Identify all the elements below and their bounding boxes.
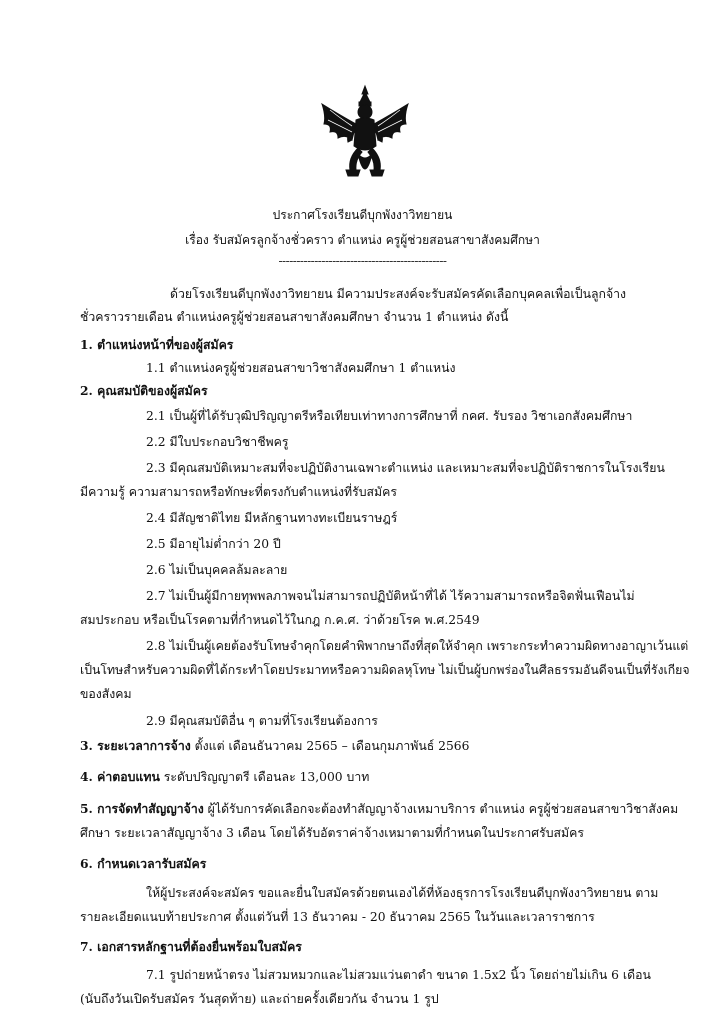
section-3-text: ตั้งแต่ เดือนธันวาคม 2565 – เดือนกุมภาพันธ์ 2566 — [190, 739, 470, 753]
section-6-heading: 6. กำหนดเวลารับสมัคร — [80, 856, 207, 871]
section-6-line-2: รายละเอียดแนบท้ายประกาศ ตั้งแต่วันที่ 13 ธันวาคม - 20 ธันวาคม 2565 ในวันและเวลาราชการ — [80, 910, 595, 924]
qualification-2-7-cont: สมประกอบ หรือเป็นโรคตามที่กำหนดไว้ในกฎ ก.ค.ศ. ว่าด้วยโรค พ.ศ.2549 — [80, 613, 480, 627]
divider-line: ----------------------------------------------- — [278, 254, 447, 268]
qualification-2-4: 2.4 มีสัญชาติไทย มีหลักฐานทางทะเบียนราษฎร์ — [146, 511, 398, 525]
section-7-heading: 7. เอกสารหลักฐานที่ต้องยื่นพร้อมใบสมัคร — [80, 939, 302, 954]
intro-line-1: ด้วยโรงเรียนดีบุกพังงาวิทยายน มีความประสงค์จะรับสมัครคัดเลือกบุคคลเพื่อเป็นลูกจ้าง — [170, 287, 627, 301]
section-2-heading: 2. คุณสมบัติของผู้สมัคร — [80, 383, 208, 398]
section-5 — [80, 798, 678, 821]
qualification-2-5: 2.5 มีอายุไม่ต่ำกว่า 20 ปี — [146, 537, 281, 551]
section-5-text: ผู้ได้รับการคัดเลือกจะต้องทำสัญญาจ้างเหมาบริการ ตำแหน่ง ครูผู้ช่วยสอนสาขาวิชาสังคม — [203, 802, 679, 816]
garuda-emblem-icon — [318, 84, 412, 188]
section-5-line-2: ศึกษา ระยะเวลาสัญญาจ้าง 3 เดือน โดยได้รับอัตราค่าจ้างเหมาตามที่กำหนดในประกาศรับสมัคร — [80, 826, 584, 840]
qualification-2-8: 2.8 ไม่เป็นผู้เคยต้องรับโทษจำคุกโดยคำพิพากษาถึงที่สุดให้จำคุก เพราะกระทำความผิดทางอาญาเว้นแต่ — [146, 639, 689, 653]
section-3-heading: 3. ระยะเวลาการจ้าง — [80, 738, 191, 753]
announcement-title: ประกาศโรงเรียนดีบุกพังงาวิทยายน — [272, 208, 453, 222]
section-1-heading: 1. ตำแหน่งหน้าที่ของผู้สมัคร — [80, 337, 234, 352]
qualification-2-8-end: ของสังคม — [80, 687, 132, 701]
section-6-line-1: ให้ผู้ประสงค์จะสมัคร ขอและยื่นใบสมัครด้วยตนเองได้ที่ห้องธุรการโรงเรียนดีบุกพังงาวิทยายน ตาม — [146, 886, 659, 900]
section-4-heading: 4. ค่าตอบแทน — [80, 769, 160, 784]
section-7-line-2: (นับถึงวันเปิดรับสมัคร วันสุดท้าย) และถ่ายครั้งเดียวกัน จำนวน 1 รูป — [80, 992, 439, 1006]
section-1-item: 1.1 ตำแหน่งครูผู้ช่วยสอนสาขาวิชาสังคมศึกษา 1 ตำแหน่ง — [146, 361, 456, 375]
section-7-line-1: 7.1 รูปถ่ายหน้าตรง ไม่สวมหมวกและไม่สวมแว่นตาดำ ขนาด 1.5x2 นิ้ว โดยถ่ายไม่เกิน 6 เดือน — [146, 968, 651, 982]
qualification-2-6: 2.6 ไม่เป็นบุคคลล้มละลาย — [146, 563, 288, 577]
section-5-heading: 5. การจัดทำสัญญาจ้าง — [80, 801, 204, 816]
qualification-2-3: 2.3 มีคุณสมบัติเหมาะสมที่จะปฏิบัติงานเฉพาะตำแหน่ง และเหมาะสมที่จะปฏิบัติราชการในโรงเรียน — [146, 461, 665, 475]
qualification-2-8-cont: เป็นโทษสำหรับความผิดที่ได้กระทำโดยประมาทหรือความผิดลหุโทษ ไม่เป็นผู้บกพร่องในศีลธรรมอันดีจนเป็นที่รังเกียจ — [80, 663, 690, 677]
qualification-2-9: 2.9 มีคุณสมบัติอื่น ๆ ตามที่โรงเรียนต้องการ — [146, 714, 378, 728]
section-4 — [80, 766, 369, 789]
qualification-2-2: 2.2 มีใบประกอบวิชาชีพครู — [146, 435, 289, 449]
section-4-text: ระดับปริญญาตรี เดือนละ 13,000 บาท — [159, 770, 370, 784]
intro-line-2: ชั่วคราวรายเดือน ตำแหน่งครูผู้ช่วยสอนสาขาสังคมศึกษา จำนวน 1 ตำแหน่ง ดังนี้ — [80, 310, 509, 324]
qualification-2-3-cont: มีความรู้ ความสามารถหรือทักษะที่ตรงกับตำแหน่งที่รับสมัคร — [80, 485, 397, 499]
qualification-2-1: 2.1 เป็นผู้ที่ได้รับวุฒิปริญญาตรีหรือเทียบเท่าทางการศึกษาที่ กคศ. รับรอง วิชาเอกสังคมศึกษา — [146, 409, 633, 423]
section-3 — [80, 735, 469, 758]
qualification-2-7: 2.7 ไม่เป็นผู้มีกายทุพพลภาพจนไม่สามารถปฏิบัติหน้าที่ได้ ไร้ความสามารถหรือจิตฟั่นเฟือนไม่ — [146, 589, 635, 603]
announcement-subject: เรื่อง รับสมัครลูกจ้างชั่วคราว ตำแหน่ง ครูผู้ช่วยสอนสาขาสังคมศึกษา — [185, 233, 540, 247]
